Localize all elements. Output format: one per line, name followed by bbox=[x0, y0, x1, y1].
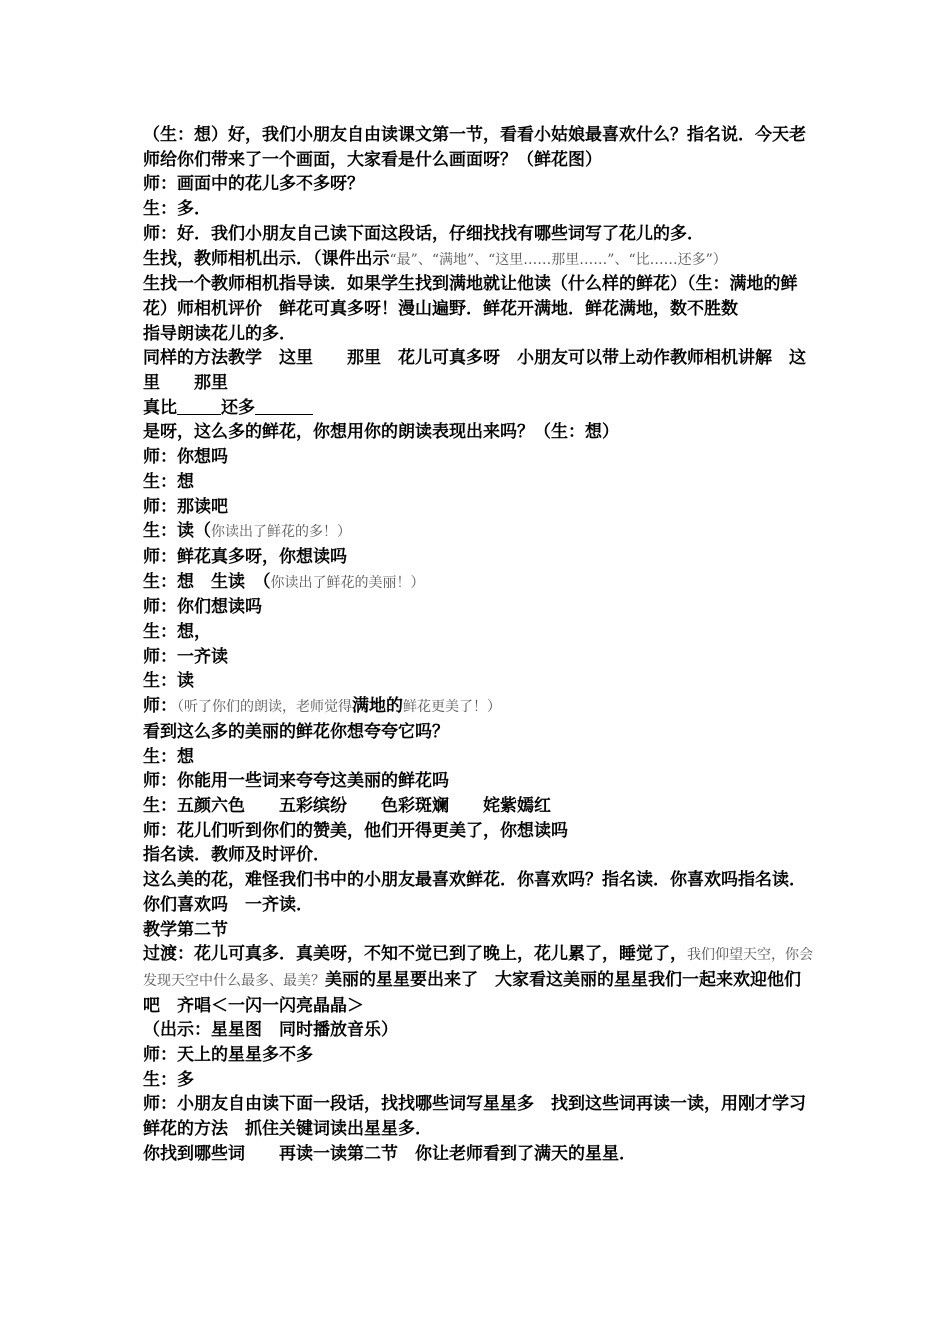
paragraph: 生：多 bbox=[143, 1069, 194, 1090]
text-run: 满地的 bbox=[352, 696, 403, 717]
text-run: 美丽的星星要出来了 大家看这美丽的星星我们一起来欢迎他们吧 齐唱＜一闪一闪亮晶晶＞ bbox=[143, 969, 801, 1016]
paragraph: 生：想， bbox=[143, 622, 211, 643]
paragraph bbox=[143, 247, 813, 273]
paragraph: 师：那读吧 bbox=[143, 496, 228, 517]
paragraph: 生：多． bbox=[143, 199, 211, 220]
paragraph: 看到这么多的美丽的鲜花你想夸夸它吗？ bbox=[143, 721, 449, 742]
paragraph: 你找到哪些词 再读一读第二节 你让老师看到了满天的星星． bbox=[143, 1143, 636, 1164]
teacher-comment: 鲜花更美了！） bbox=[403, 699, 501, 716]
paragraph: 生：读 bbox=[143, 671, 194, 692]
paragraph: 生：五颜六色 五彩缤纷 色彩斑斓 姹紫嫣红 bbox=[143, 795, 551, 816]
text-run: 生：读（ bbox=[143, 521, 211, 542]
paragraph bbox=[143, 570, 813, 596]
fill-blank bbox=[255, 397, 313, 415]
paragraph: 师：花儿们听到你们的赞美，他们开得更美了，你想读吗 bbox=[143, 820, 568, 841]
paragraph: 同样的方法教学 这里 那里 花儿可真多呀 小朋友可以带上动作教师相机讲解 这里 那里 bbox=[143, 348, 806, 394]
fill-blank bbox=[177, 397, 221, 415]
document-body bbox=[143, 123, 813, 1167]
paragraph: 这么美的花，难怪我们书中的小朋友最喜欢鲜花．你喜欢吗？指名读．你喜欢吗指名读．你们喜欢吗 一齐读． bbox=[143, 870, 806, 915]
text-run: 还多 bbox=[221, 397, 255, 418]
teacher-comment: 你读出了鲜花的美丽！） bbox=[270, 574, 425, 591]
text-run: 过渡：花儿可真多．真美呀，不知不觉已到了晚上，花儿累了，睡觉了， bbox=[143, 944, 687, 965]
paragraph bbox=[143, 519, 813, 545]
teacher-comment: 你读出了鲜花的多！） bbox=[211, 524, 351, 541]
section-heading: 教学第二节 bbox=[143, 919, 228, 940]
paragraph: 师：天上的星星多不多 bbox=[143, 1045, 313, 1066]
paragraph: 生：想 bbox=[143, 746, 194, 767]
paragraph bbox=[143, 396, 813, 421]
paragraph: （出示：星星图 同时播放音乐） bbox=[143, 1020, 398, 1041]
text-run: 生：想 生读 （ bbox=[143, 571, 271, 592]
paragraph: 是呀，这么多的鲜花，你想用你的朗读表现出来吗？（生：想） bbox=[143, 422, 619, 443]
paragraph: 师：你们想读吗 bbox=[143, 597, 262, 618]
teacher-comment: （听了你们的朗读，老师觉得 bbox=[177, 699, 352, 716]
paragraph bbox=[143, 942, 813, 1018]
paragraph: 师：你能用一些词来夸夸这美丽的鲜花吗 bbox=[143, 771, 449, 792]
text-run: 生找，教师相机出示．（课件出示 bbox=[143, 248, 390, 269]
paragraph: 师：鲜花真多呀，你想读吗 bbox=[143, 546, 347, 567]
paragraph: 师：画面中的花儿多不多呀？ bbox=[143, 174, 364, 195]
paragraph: 师：好．我们小朋友自己读下面这段话，仔细找找有哪些词写了花儿的多． bbox=[143, 223, 704, 244]
paragraph: 师：小朋友自由读下面一段话，找找哪些词写星星多 找到这些词再读一读，用刚才学习鲜花的方法 抓住关键词读出星星多． bbox=[143, 1094, 806, 1140]
paragraph: （生：想）好，我们小朋友自由读课文第一节，看看小姑娘最喜欢什么？指名说．今天老师给你们带来了一个画面，大家看是什么画面呀？（鲜花图） bbox=[143, 125, 806, 170]
paragraph: 师：一齐读 bbox=[143, 646, 228, 667]
text-run: 师： bbox=[143, 696, 177, 717]
paragraph: 师：你想吗 bbox=[143, 447, 228, 468]
paragraph: 指名读．教师及时评价． bbox=[143, 845, 330, 866]
paragraph: 生：想 bbox=[143, 471, 194, 492]
paragraph: 指导朗读花儿的多． bbox=[143, 323, 296, 344]
transition-text: 我们仰望天空，你会发现天空中什么最多、最美？ bbox=[143, 947, 813, 989]
text-run: 真比 bbox=[143, 397, 177, 418]
paragraph: 生找一个教师相机指导读．如果学生找到满地就让他读（什么样的鲜花）（生：满地的鲜花）师相机评价 鲜花可真多呀！漫山遍野．鲜花开满地．鲜花满地，数不胜数 bbox=[143, 274, 798, 319]
paragraph bbox=[143, 694, 813, 720]
courseware-words: “最”、“满地”、“这里……那里……”、“比……还多”） bbox=[389, 251, 727, 268]
